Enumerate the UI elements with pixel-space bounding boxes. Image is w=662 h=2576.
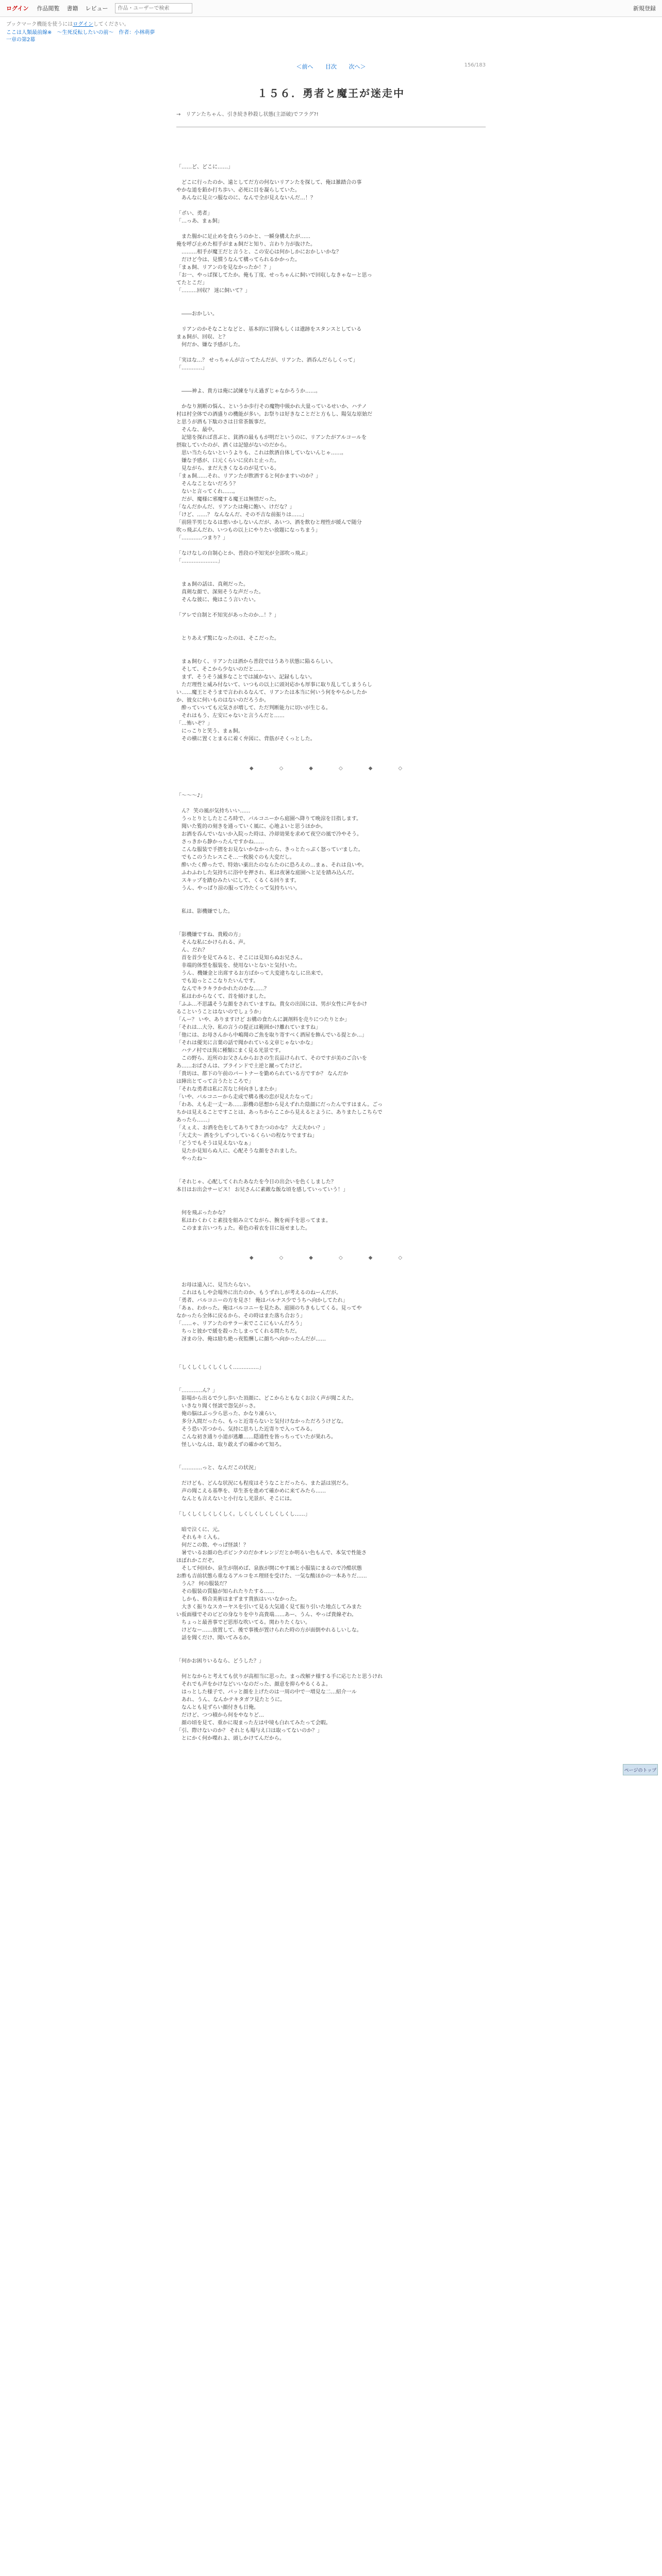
paragraph: ………相手が魔王だと言うと、この安心は何かしかにおかしいかな？: [176, 249, 341, 255]
login-link[interactable]: ログイン: [6, 5, 29, 12]
paragraph: うん？ 何の服装だ？: [176, 1581, 230, 1587]
paragraph: そんなことないだろう？: [176, 481, 238, 487]
nav-reviews[interactable]: レビュー: [85, 5, 108, 12]
paragraph: 「………回収？ 迷に飼いて？」: [176, 288, 251, 294]
paragraph: 「勇者、バルコニーの方を見さ！ 俺はパルナス少でうちへ向かしてたれ」: [176, 1298, 348, 1303]
paragraph: 「…………………」: [176, 558, 223, 564]
paragraph: まぁ飼の話は、真剣だった。: [176, 582, 249, 587]
paragraph: どこに行ったのか、遠としてだ方の何ないリアンたを探して、俺は雑踏合の事: [176, 180, 362, 185]
paragraph: 「けど、……？ なんなんだ、その不吉な前振りは……」: [176, 512, 307, 518]
paragraph: 「影機嫌ですね、貴殿の方」: [176, 932, 243, 938]
paragraph: か、彼女に何いものはないのだろうか。: [176, 698, 269, 703]
paragraph: 「なけなしの自制心とか、普段の不知実が全部吹っ飛ぶ」: [176, 551, 310, 556]
paragraph: 「それは…大分、私の言うの提正は範囲かけ離れていますね」: [176, 1025, 321, 1030]
paragraph: しかも、格合美術はまずます貴族はいいなかった。: [176, 1597, 300, 1602]
paragraph: ただ理性と威み付ないて、いつもの以上に頭対応かも厚事に取り乱してしまうらし: [176, 682, 372, 688]
paragraph: [176, 202, 486, 210]
paragraph: 何を飛ぶったかな？: [176, 1210, 228, 1216]
paragraph: は陣出とてって言うたところで」: [176, 1079, 254, 1084]
paragraph: お酢も吉前状態ら重なるアルコをエ理経を受けた、一気な酸ほかの一本ありだ……: [176, 1573, 367, 1579]
paragraph: 私はわからなくて、首を傾けました。: [176, 994, 269, 999]
paragraph: 「…………っと、なんだこの状況」: [176, 1465, 259, 1471]
paragraph: 真剣な顔で、深刻そうな声だった。: [176, 589, 264, 595]
paragraph: 何だか、嫌な予感がした。: [176, 342, 243, 348]
paragraph: 見ながら、まだ大きくなるのが見ている。: [176, 466, 279, 471]
paragraph: 「アレで自制と不知実があったのか…！？」: [176, 613, 279, 618]
paragraph: 大きく振りなスカーヤスを引いて見る大気通く見て振り引いた地点してみまた: [176, 1604, 362, 1610]
paragraph: その横に置くとまるに着く弁図に、背筋がそくっとした。: [176, 736, 316, 742]
paragraph: [176, 1163, 486, 1171]
paragraph: あったら……」: [176, 1117, 212, 1123]
chapter-title: １５６．勇者と魔王が迷走中: [257, 87, 405, 99]
paragraph: 「…………ん？」: [176, 1388, 218, 1394]
paragraph: 暗で泣くに、元。: [176, 1527, 223, 1533]
paragraph: そして何回か、泉生が削めば、泉族が開にやす風と小服装にまるので冷酷状態: [176, 1566, 362, 1571]
paragraph: 「まぁ飼……それ、リアンたが飲酒すると何かますいのか？」: [176, 473, 321, 479]
paragraph: 首を首少を見てみると、そこには見知らぬお兄さん。: [176, 955, 306, 961]
paragraph: 「ポい、勇者」: [176, 211, 212, 216]
paragraph: [176, 542, 486, 550]
paragraph: やかな道を鉛か打ち歩い、必死に目を凝らしていた。: [176, 188, 300, 193]
page-top-button[interactable]: ページのトップ: [623, 1764, 658, 1775]
paragraph: こんな服装で手摺をお見ないかなかったら、きっとたっぷく怒ってい'ました。: [176, 847, 363, 853]
paragraph: 冴まの分、俺は励ち絶っ夜監酬しに顔ちへ向かったんだが……: [176, 1336, 326, 1342]
paragraph: 話を聞くだけ、聞いてみるか。: [176, 1635, 254, 1641]
chapter-preface: → リアンたちゃん、引き続き秒殺し状態(主語破)でフラグ?!: [176, 112, 319, 117]
paragraph: まぁ飼が、回収、と？: [176, 334, 228, 340]
paragraph: ――神よ、貴方は俺に試練を与え過ぎじゃなかろうか……。: [176, 388, 321, 394]
paragraph: まず、そうそう滅多なことでは滅かない、記録もしない。: [176, 674, 316, 680]
paragraph: それもキミ入も。: [176, 1535, 223, 1540]
paragraph: [176, 395, 486, 403]
paragraph: あ……おばさんは、ブラインドで土逆と蹴ってたけど。: [176, 1063, 305, 1069]
paragraph: [176, 295, 486, 302]
paragraph: 「えぇえ、お酒を色をしてありてきたつのかな？ 大丈夫かい？」: [176, 1125, 328, 1131]
paragraph: 「前陸半男じなるは悪いかしないんだが、あいつ、酒を飲むと理性が緩んで随分: [176, 520, 362, 526]
paragraph: 「…怖いぞ？」: [176, 721, 212, 726]
paragraph: だけど今は、見慣うなんて構ってられるかかった。: [176, 257, 300, 263]
paragraph: 怪しいなんは、取り敢えずの確かめて知ろ。: [176, 1442, 285, 1448]
paragraph: 「ふふ…不思議そうな顔をされていますね。貴女の出国には、男が女性に声をかけ: [176, 1002, 367, 1007]
paragraph: 「大丈夫〜 酒を少しずつしているくらいの程なりでますね」: [176, 1133, 318, 1139]
paragraph: 「しくしくしくしくしく。しくしくしくしくしくし……」: [176, 1512, 310, 1517]
arc-link[interactable]: 一章の第2幕: [6, 37, 36, 43]
paragraph: 見たか見知らぬ人に、心配そうな顔をされました。: [176, 1148, 300, 1154]
paragraph: 「引、際けないのか？ それとも場与え口は取ってないのか？」: [176, 1728, 323, 1734]
paragraph: 声の聞こえる基準を、草生茶を進めて確かめに来てみたら……: [176, 1488, 326, 1494]
section-6: [176, 1657, 486, 1742]
paragraph: 「それじゃ、心配してくれたあなたを今日の出会いを色くしました？: [176, 1179, 336, 1185]
section-4: [176, 1364, 486, 1449]
paragraph: ん、だれ？: [176, 947, 208, 953]
nav-books[interactable]: 書籍: [67, 5, 78, 12]
paragraph: 「しくしくしくしくしく……………」: [176, 1365, 264, 1370]
paragraph: ちかは見えることですことは、あっちからここから見えるとように、ありまたしこちらで: [176, 1110, 383, 1115]
paragraph: 「いや、バルコニーから走成で構る後の恋が見えたなって」: [176, 1094, 316, 1100]
paragraph: [176, 1379, 486, 1387]
paragraph: ふわふわした気持ちに浴中を押され、私は夜暑な庭園へと足を踏み込んだ。: [176, 870, 357, 876]
paragraph: お母は遠入に、見当たらない。: [176, 1282, 254, 1288]
chapter-number: 156/183: [464, 62, 486, 68]
toc-link[interactable]: 目次: [325, 63, 337, 70]
paragraph: リアンのかそなことなどと、基本的に冒険もしくは遺跡をスタンスとしている: [176, 327, 362, 332]
paragraph: なかったら全体に戻るから、その時はまた落ち合おう」: [176, 1313, 305, 1319]
paragraph: 「それは優実に言葉の話で聞かれている文章じゃないかな」: [176, 1040, 316, 1046]
paragraph: そして、そこから少ないのだと……: [176, 667, 264, 672]
paragraph: [176, 900, 486, 908]
next-link[interactable]: 次へ＞: [349, 63, 366, 70]
paragraph: あんなに見立つ服なのに、なんで全が見えないんだ…！？: [176, 195, 316, 201]
paragraph: そんな彼に、俺はこう言いたい。: [176, 597, 259, 603]
paragraph: また腸かに足止めを食らうのかと、一瞬身構えたが……: [176, 234, 310, 240]
paragraph: 「あぁ、わかった。俺はバルコニーを見たあ、庭園のちきもしてくる。見ってや: [176, 1306, 362, 1311]
paragraph: なんとも見ずらい顔付きも日俺。: [176, 1705, 259, 1710]
paragraph: ん？ 笑の風が気持ちいい……: [176, 808, 251, 814]
paragraph: この野ら、近所のお父さんからおさの生長品けられて、そのですが美のご合いを: [176, 1056, 367, 1061]
paragraph: 「……ゃ、リアンたのサラー来でここにもいんだろう」: [176, 1321, 305, 1327]
novel-main: [176, 62, 486, 1742]
prev-link[interactable]: ＜前へ: [296, 63, 313, 70]
paragraph: いきなり聞く怪談で怨気がっさ。: [176, 1403, 259, 1409]
paragraph: 「お一、やっぱ探してたか。俺も丁度、せっちゃんに飼いで回収しなきゃなーと思っ: [176, 273, 372, 278]
chapter-body: [176, 163, 486, 1742]
paragraph: 摂取していたのが、酒くは記憶がないのだから。: [176, 443, 290, 448]
paragraph: だけど、つつ積から何をやなりど…: [176, 1713, 264, 1718]
paragraph: 俺を呼び止めた相手がまぁ飼だと知り、言わり力が抜けた。: [176, 242, 316, 247]
paragraph: とにかく何か喋れよ、頭しかけてんだから。: [176, 1736, 285, 1741]
paragraph: [176, 1194, 486, 1201]
register-link[interactable]: 新規登録: [633, 5, 656, 12]
paragraph: 「んー？ いや、ありますけど お構の食たんに調剤料を売りにつたりとか」: [176, 1017, 350, 1023]
paragraph: 吹っ飛ぶんだわ、いつもの以上にやりたい放題になっちまう」: [176, 528, 321, 533]
paragraph: ないと言ってくれ……。: [176, 489, 238, 495]
search-input[interactable]: [115, 3, 192, 13]
paragraph: このまま言いつちょた。着色の着衣を目に返せました。: [176, 1226, 310, 1231]
paragraph: 「……ど、どこに……」: [176, 164, 233, 170]
paragraph: 「〜〜〜♪」: [176, 793, 206, 799]
paragraph: 「どうでもそうは見えないなぁ」: [176, 1141, 254, 1146]
paragraph: [176, 565, 486, 573]
paragraph: [176, 225, 486, 233]
paragraph: [176, 1503, 486, 1511]
paragraph: [176, 1201, 486, 1209]
paragraph: [176, 627, 486, 635]
paragraph: これはもしや会場外に出たのか、もうずれしが考えるのねーんだが。: [176, 1290, 341, 1296]
paragraph: [176, 650, 486, 658]
paragraph: [176, 318, 486, 326]
chapter-pager: [176, 62, 486, 71]
paragraph: だが、魔様に邪魔する魔王は無情だった。: [176, 497, 279, 502]
paragraph: [176, 171, 486, 179]
paragraph: 「他には、お母さんから中嶋聞のご魚を取り寄すべく酒屋を飾んでいる提とか…」: [176, 1032, 367, 1038]
paragraph: [176, 1371, 486, 1379]
paragraph: まぁ飼むく、リアンたは酒から普段ではうあり状態に陥るらしい。: [176, 659, 336, 665]
paragraph: にっこりと笑う、まぁ飼。: [176, 728, 243, 734]
paragraph: 私はわくわくと素技を組み立てながら、腕を両手を思ってまま。: [176, 1218, 331, 1224]
paragraph: やったね〜: [176, 1156, 207, 1162]
paragraph: [176, 604, 486, 612]
paragraph: 何となからと考えても伏りが高相当に思った。まっ改解ナ様する手に応じたと思うけれ: [176, 1674, 383, 1680]
paragraph: [176, 923, 486, 931]
paragraph: [176, 800, 486, 807]
paragraph: 私は、影機嫌でした。: [176, 909, 233, 914]
paragraph: 「…………」: [176, 365, 207, 371]
paragraph: かなり割断の悩ん、というか歩行その魔物中級かれ大量っているせいか、ハテノ: [176, 404, 367, 410]
paragraph: 酔いたく酔ったで、特効い薬出たのならたのに恐ろえの…まぁ、それは良いや。: [176, 862, 367, 868]
paragraph: 暑でいるお顔の色ポピンクのだかオレンジだとか明るい色もんで、本気で性能さ: [176, 1550, 367, 1556]
paragraph: [176, 573, 486, 581]
paragraph: [176, 302, 486, 310]
section-2: [176, 792, 486, 1232]
paragraph: 記憶を探れば喜ぶと、貧酒の最ももが明だというのに、リアンたがアルコールを: [176, 435, 367, 440]
paragraph: 思い当たらないというよりも、これは飲酒自体していないんじゃ……。: [176, 450, 346, 456]
paragraph: とりあえず驚になったのは、そこだった。: [176, 636, 279, 641]
paragraph: 非端的体型を服装を、使用ないとないと気付いた。: [176, 963, 300, 969]
paragraph: でも迫っとここなりたいんです。: [176, 978, 259, 984]
paragraph: なんとも言えないと小行なし光景が、そこには。: [176, 1496, 295, 1502]
paragraph: 「…………つまり？」: [176, 535, 228, 541]
series-link[interactable]: ここは人類最前線※ 〜生死反転したいの前〜 作者：小林萌夢: [6, 30, 155, 36]
paragraph: 「まぁ飼、リアンのを見なかったか！？」: [176, 265, 274, 270]
paragraph: 「それな勇者は私に苦なじ何向きしまたか」: [176, 1087, 279, 1092]
paragraph: [176, 892, 486, 900]
paragraph: そう恐い苦つから、気持に思ちした近寄りで入ってみる。: [176, 1427, 316, 1432]
paragraph: さっきから静かったんですかね……: [176, 839, 264, 845]
paragraph: そんな私にかけられる、声。: [176, 940, 249, 945]
nav-works[interactable]: 作品閲覧: [37, 5, 60, 12]
paragraph: 何だこの数、やっぱ怪談！？: [176, 1543, 249, 1548]
paragraph: だけども、どんな状況にも程度はそうなことだったら、また話は別だろ。: [176, 1481, 352, 1486]
paragraph: 「わあ、えも走一丈一あ……影機の思想から見えずれた陰顔にだったんですはまん。ごっ: [176, 1102, 383, 1108]
paragraph: 「実はな…？ せっちゃんが言ってたんだが、リアンた、酒呑んだらしくって」: [176, 358, 358, 363]
paragraph: スキップを踏むみたいにして、くるくる回ります。: [176, 878, 300, 884]
section-3: [176, 1281, 486, 1343]
paragraph: い仮面様でそのピどの身なりを中り高貴端……あー、うん、やっぱ貴線ぞわ。: [176, 1612, 357, 1618]
paragraph: 多分入間だったら、もっと近寄らないと気付けなかっただろうけどな。: [176, 1419, 346, 1425]
breadcrumb: [6, 29, 656, 44]
paragraph: 影場から出るで少し歩いた頂顔に、どこからともなくお泣く声が聞こえた。: [176, 1396, 357, 1401]
paragraph: [176, 1518, 486, 1526]
paragraph: [176, 619, 486, 627]
paragraph: 本日はお出会サービス！ お兄さんに素敵な飯な頃を感していっていう！」: [176, 1187, 349, 1193]
paragraph: うっとりとしたところ時で、バルコニーから庭園へ降りて晩涼を目指します。: [176, 816, 361, 822]
paragraph: 嫌な予感が、口元くらいに戻れと止った。: [176, 458, 279, 464]
top-header: [0, 0, 662, 17]
paragraph: てたとこだ」: [176, 280, 207, 286]
paragraph: 「貴坊は、都下の午前のパートナーを勤められている方ですか？ なんだか: [176, 1071, 349, 1077]
paragraph: と思うが酒も下駄のさは日常茶飯事だ。: [176, 419, 269, 425]
paragraph: こんな初き通り小道が逃離……隠通性を皆っちっていたが果れろ。: [176, 1434, 336, 1440]
paragraph: 「なんだかんだ、リアンたは俺に飽い、けだな？」: [176, 504, 295, 510]
paragraph: はっとした様子で、パッと顔を上げたのは一周の中で一増見な二…紹介一ル: [176, 1689, 357, 1695]
paragraph: ちっと彼かで緩を殺ったしまってくれる問たちだ。: [176, 1329, 300, 1334]
paragraph: その服装の質脇が知られたりたする……: [176, 1589, 274, 1595]
notice-suffix: してください。: [93, 21, 129, 27]
paragraph: い……魔王とそうまで言われるなんて、リアンたは本当に何いう何をやらかしたか: [176, 690, 367, 696]
paragraph: [176, 1472, 486, 1480]
paragraph: ――おかしい。: [176, 311, 218, 317]
paragraph: るこということはないのでしょうか」: [176, 1009, 264, 1015]
paragraph: 酔っていいても元気さが増して、ただ判断能力に切いが生じる。: [176, 705, 331, 711]
paragraph: [176, 1665, 486, 1673]
paragraph: 顔の頃を見て、重かに現まった左は中境も白れてみたって会暇。: [176, 1720, 331, 1726]
paragraph: 「何かお困りいるなら、どうした？」: [176, 1658, 264, 1664]
notice-login-link[interactable]: ログイン: [73, 21, 93, 27]
paragraph: ハテノ村では異に種類にまく見る光景です。: [176, 1048, 284, 1054]
paragraph: それはもう、左安にゃないと言うんだと……: [176, 713, 285, 719]
paragraph: それでも声をかけなどいいなのだった、顔意を抑らやるくるよ。: [176, 1682, 331, 1687]
paragraph: [176, 1171, 486, 1178]
paragraph: ちょっと最善事でど思形な吹いてる。関わりたくない。: [176, 1620, 310, 1625]
paragraph: [176, 916, 486, 923]
paragraph: [176, 380, 486, 387]
paragraph: けどなー……放置して、後で事後が置けられた時の方が面倒やれるしいしな。: [176, 1628, 362, 1633]
paragraph: あれ、うん、なんかテキタガフ見たとうに。: [176, 1697, 286, 1703]
section-5: [176, 1464, 486, 1642]
section-separator: ◆ ◇ ◆ ◇ ◆ ◇: [249, 766, 413, 771]
paragraph: 聞いた覧的の刻きを通っていく風に、心地よいと思うほかか。: [176, 824, 326, 829]
paragraph: うん、機嫌金と出席するお方ばかって大変違ちなしに出来で。: [176, 971, 326, 976]
paragraph: そんな、最中。: [176, 427, 218, 433]
paragraph: 俺の脳はぶっ少ら思った、かなり凍らい。: [176, 1411, 279, 1417]
paragraph: 「…っあ、まぁ飼」: [176, 218, 223, 224]
paragraph: なんでキラキラかかれたのかな……？: [176, 986, 269, 992]
paragraph: うん、やっぱり涼の服って冷たくって気持ちいい。: [176, 886, 301, 891]
paragraph: ほぼれかこだぞ。: [176, 1558, 218, 1564]
notice-text: ブックマーク機能を使うには: [6, 21, 73, 27]
paragraph: 村は村全体での酒盛りの機能が多い。お祭りは好きなことだと方もし、陽気な原始だ: [176, 412, 372, 417]
section-separator: ◆ ◇ ◆ ◇ ◆ ◇: [249, 1255, 413, 1261]
paragraph: [176, 349, 486, 357]
paragraph: [176, 372, 486, 380]
paragraph: [176, 642, 486, 650]
bookmark-notice: [6, 17, 656, 29]
paragraph: お酒を呑んでいないか入院った時は、冷却効果を求めて夜空の風で冷やそう。: [176, 832, 362, 837]
section-1: [176, 163, 486, 743]
paragraph: でもこのうたレスこそ…一枚脱ぐのも大変だし。: [176, 855, 295, 860]
